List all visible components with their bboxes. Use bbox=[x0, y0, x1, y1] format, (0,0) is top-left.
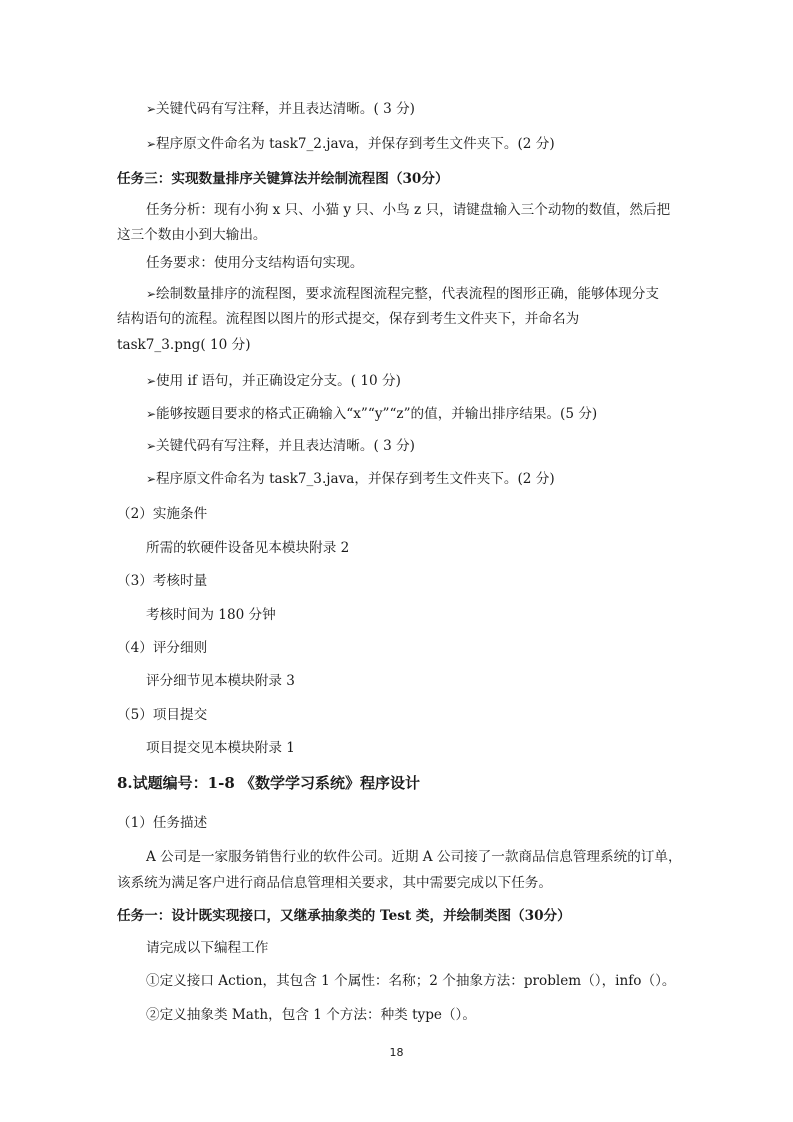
task3-analysis-cont: 这三个数由小到大输出。 bbox=[117, 227, 267, 243]
line-text: 能够按题目要求的格式正确输入“x”“y”“z”的值，并输出排序结果。(5 分) bbox=[156, 406, 598, 422]
section-conditions: （2）实施条件 bbox=[117, 506, 208, 522]
bullet-input bbox=[146, 405, 597, 423]
task1-intro: 请完成以下编程工作 bbox=[146, 940, 269, 956]
bullet-comment-7-3 bbox=[146, 437, 415, 455]
section-submit: （5）项目提交 bbox=[117, 707, 208, 723]
arrow-bullet-icon: ➢ bbox=[146, 374, 157, 388]
bullet-flowchart-cont: 结构语句的流程。流程图以图片的形式提交，保存到考生文件夹下，并命名为 bbox=[117, 311, 580, 327]
submit-text: 项目提交见本模块附录 1 bbox=[146, 740, 295, 756]
task1-item-1: ①定义接口 Action，其包含 1 个属性：名称；2 个抽象方法：problem（），info（）。 bbox=[146, 973, 676, 989]
line-text: 关键代码有写注释，并且表达清晰。( 3 分) bbox=[156, 438, 415, 454]
section-time: （3）考核时量 bbox=[117, 573, 208, 589]
conditions-text: 所需的软硬件设备见本模块附录 2 bbox=[146, 540, 350, 556]
line-text: 使用 if 语句，并正确设定分支。( 10 分) bbox=[156, 373, 401, 389]
arrow-bullet-icon: ➢ bbox=[146, 102, 157, 116]
question-8-title: 8.试题编号：1-8 《数学学习系统》程序设计 bbox=[117, 774, 420, 792]
line-text: 程序原文件命名为 task7_3.java，并保存到考生文件夹下。(2 分) bbox=[156, 471, 555, 487]
line-text: 程序原文件命名为 task7_2.java，并保存到考生文件夹下。(2 分) bbox=[156, 136, 555, 152]
arrow-bullet-icon: ➢ bbox=[146, 287, 157, 301]
task3-requirement: 任务要求：使用分支结构语句实现。 bbox=[146, 255, 364, 271]
bullet-filename-7-2 bbox=[146, 135, 555, 153]
bullet-filename-7-3 bbox=[146, 470, 555, 488]
task1-item-2: ②定义抽象类 Math，包含 1 个方法：种类 type（）。 bbox=[146, 1007, 476, 1023]
task3-analysis: 任务分析：现有小狗 x 只、小猫 y 只、小鸟 z 只，请键盘输入三个动物的数值，然后把 bbox=[146, 202, 671, 218]
bullet-comment-7-2 bbox=[146, 100, 415, 118]
page-number: 18 bbox=[389, 1046, 404, 1059]
bullet-if bbox=[146, 372, 401, 390]
line-text: 绘制数量排序的流程图，要求流程图流程完整，代表流程的图形正确，能够体现分支 bbox=[156, 286, 659, 302]
line-text: 关键代码有写注释，并且表达清晰。( 3 分) bbox=[156, 101, 415, 117]
bullet-flowchart bbox=[146, 285, 659, 303]
section-task-desc: （1）任务描述 bbox=[117, 815, 208, 831]
section-scoring: （4）评分细则 bbox=[117, 640, 208, 656]
desc-text: A 公司是一家服务销售行业的软件公司。近期 A 公司接了一款商品信息管理系统的订单， bbox=[146, 849, 682, 865]
scoring-text: 评分细节见本模块附录 3 bbox=[146, 673, 295, 689]
arrow-bullet-icon: ➢ bbox=[146, 137, 157, 151]
bullet-flowchart-cont2: task7_3.png( 10 分) bbox=[117, 337, 251, 353]
arrow-bullet-icon: ➢ bbox=[146, 407, 157, 421]
desc-text-cont: 该系统为满足客户进行商品信息管理相关要求，其中需要完成以下任务。 bbox=[117, 875, 552, 891]
arrow-bullet-icon: ➢ bbox=[146, 472, 157, 486]
arrow-bullet-icon: ➢ bbox=[146, 439, 157, 453]
time-text: 考核时间为 180 分钟 bbox=[146, 607, 276, 623]
task3-heading: 任务三：实现数量排序关键算法并绘制流程图（30分） bbox=[117, 171, 449, 187]
task1-heading: 任务一：设计既实现接口，又继承抽象类的 Test 类，并绘制类图（30分） bbox=[117, 908, 571, 924]
